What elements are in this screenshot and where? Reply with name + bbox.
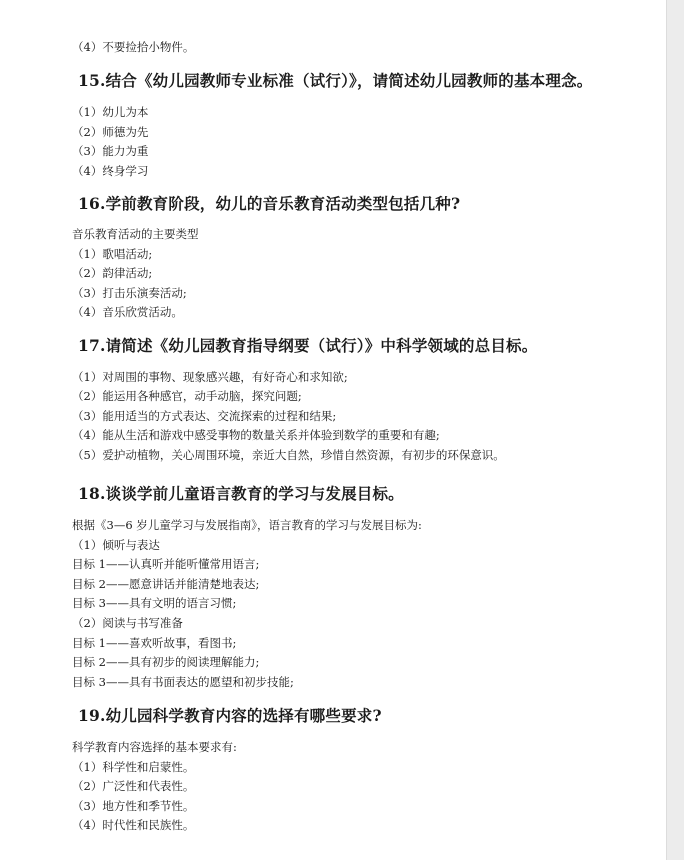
question-18-title: 18.谈谈学前儿童语言教育的学习与发展目标。 <box>78 484 404 503</box>
answer-line: （3）地方性和季节性。 <box>72 799 195 813</box>
answer-line: （4）不要捡拾小物件。 <box>72 40 195 54</box>
answer-line: （3）打击乐演奏活动; <box>72 286 187 300</box>
question-19-title: 19.幼儿园科学教育内容的选择有哪些要求? <box>78 706 382 725</box>
answer-line: （3）能力为重 <box>72 144 149 158</box>
answer-line: 目标 1——认真听并能听懂常用语言; <box>72 557 260 571</box>
answer-line: （2）广泛性和代表性。 <box>72 779 195 793</box>
question-16-title: 16.学前教育阶段，幼儿的音乐教育活动类型包括几种? <box>78 194 461 213</box>
answer-intro: 根据《3—6 岁儿童学习与发展指南》，语言教育的学习与发展目标为: <box>72 518 422 532</box>
answer-line: （5）爱护动植物，关心周围环境，亲近大自然，珍惜自然资源，有初步的环保意识。 <box>72 448 505 462</box>
question-15-title: 15.结合《幼儿园教师专业标准（试行）》，请简述幼儿园教师的基本理念。 <box>78 71 593 90</box>
answer-line: 目标 2——愿意讲话并能清楚地表达; <box>72 577 260 591</box>
answer-line: （4）音乐欣赏活动。 <box>72 305 183 319</box>
answer-line: 目标 1——喜欢听故事，看图书; <box>72 636 237 650</box>
answer-line: （2）能运用各种感官，动手动脑，探究问题; <box>72 389 302 403</box>
answer-line: （4）时代性和民族性。 <box>72 818 195 832</box>
answer-line: （1）歌唱活动; <box>72 247 153 261</box>
answer-line: （2）师德为先 <box>72 125 149 139</box>
answer-line: （3）能用适当的方式表达、交流探索的过程和结果; <box>72 409 337 423</box>
answer-line: （1）幼儿为本 <box>72 105 149 119</box>
answer-line: （1）倾听与表达 <box>72 538 160 552</box>
answer-line: （4）终身学习 <box>72 164 149 178</box>
answer-intro: 音乐教育活动的主要类型 <box>72 227 199 241</box>
answer-line: 目标 3——具有文明的语言习惯; <box>72 596 237 610</box>
answer-line: （1）对周围的事物、现象感兴趣，有好奇心和求知欲; <box>72 370 348 384</box>
answer-line: 目标 3——具有书面表达的愿望和初步技能; <box>72 675 294 689</box>
answer-line: （2）阅读与书写准备 <box>72 616 183 630</box>
answer-line: （1）科学性和启蒙性。 <box>72 760 195 774</box>
question-17-title: 17.请简述《幼儿园教育指导纲要（试行）》中科学领域的总目标。 <box>78 336 538 355</box>
answer-intro: 科学教育内容选择的基本要求有: <box>72 740 237 754</box>
viewer-background-edge <box>666 0 684 860</box>
answer-line: 目标 2——具有初步的阅读理解能力; <box>72 655 260 669</box>
answer-line: （2）韵律活动; <box>72 266 153 280</box>
answer-line: （4）能从生活和游戏中感受事物的数量关系并体验到数学的重要和有趣; <box>72 428 440 442</box>
